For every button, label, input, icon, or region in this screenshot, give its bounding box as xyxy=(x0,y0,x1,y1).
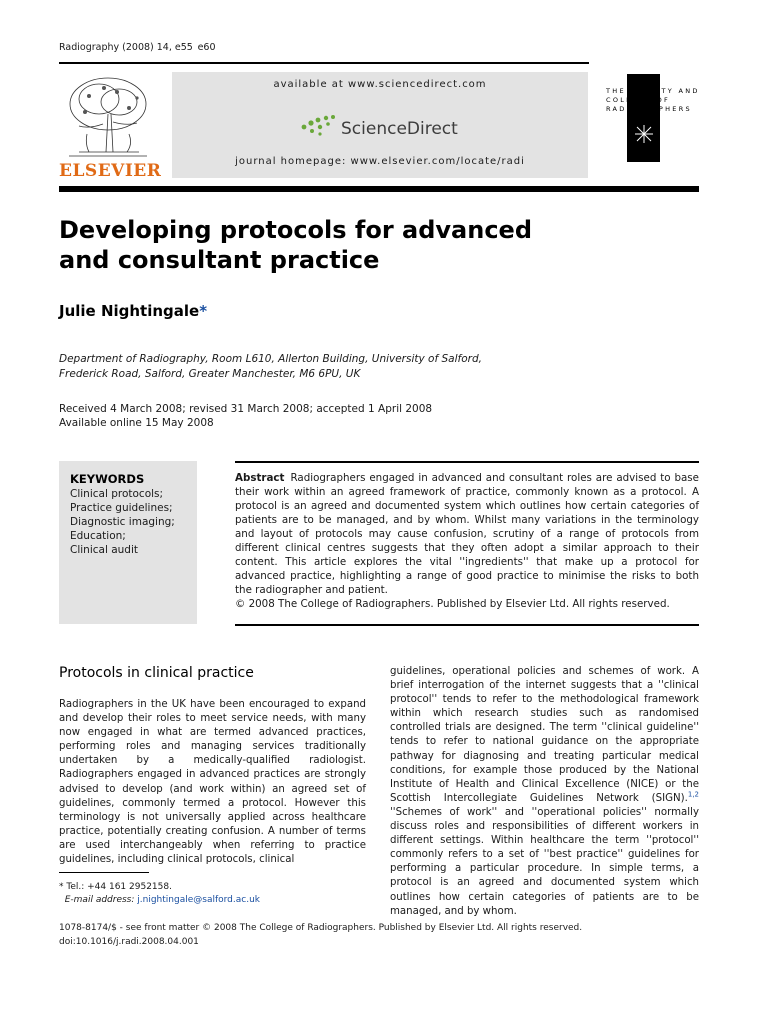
footnote-rule xyxy=(59,872,149,873)
title-line-2: and consultant practice xyxy=(59,246,380,274)
keywords-list xyxy=(70,487,175,557)
footnote-email-line xyxy=(59,894,260,907)
header-thick-rule xyxy=(59,186,699,192)
reference-link[interactable]: 1,2 xyxy=(687,790,699,799)
sciencedirect-dots-icon xyxy=(300,113,340,139)
abstract-copyright: © 2008 The College of Radiographers. Published by Elsevier Ltd. All rights reserved. xyxy=(235,598,670,610)
body-right-column xyxy=(390,665,699,919)
elsevier-tree-logo xyxy=(59,74,157,160)
keyword-item: Diagnostic imaging; xyxy=(70,516,175,528)
email-label: E-mail address: xyxy=(64,895,135,905)
article-dates xyxy=(59,402,432,430)
society-logo-text xyxy=(606,87,716,114)
abstract xyxy=(235,471,699,611)
abstract-label: Abstract xyxy=(235,472,285,484)
right-para-b: ''Schemes of work'' and ''operational policies'' normally discuss roles and responsibilities of different workers in different settings. Within healthcare the term ''protocol'' commonly refers to a set of ''best practice'' guidelines for performing a particular procedure. In simple terms, a protocol is an agreed and documented system which outlines how certain categories of patients are to be managed, and by whom. xyxy=(390,806,699,917)
email-link[interactable]: j.nightingale@salford.ac.uk xyxy=(137,895,260,905)
elsevier-wordmark: ELSEVIER xyxy=(59,161,162,181)
online-date: Available online 15 May 2008 xyxy=(59,417,214,429)
affiliation xyxy=(59,352,579,382)
keyword-item: Education; xyxy=(70,530,126,542)
abstract-body xyxy=(235,471,699,597)
affiliation-line-1: Department of Radiography, Room L610, Allerton Building, University of Salford, xyxy=(59,353,482,365)
doi-line[interactable]: doi:10.1016/j.radi.2008.04.001 xyxy=(59,937,199,947)
footnote-tel: * Tel.: +44 161 2952158. xyxy=(59,882,172,892)
right-para-a: guidelines, operational policies and schemes of work. A brief interrogation of the internet suggests that a ''clinical protocol'' tends to refer to the methodological framework within which research studies such as randomised controlled trials are designed. The term ''clinical guideline'' tends to refer to national guidance on the appropriate pathway for diagnosing and treating particular medical conditions, for example those produced by the National Institute of Health and Clinical Excellence (NICE) or the Scottish Intercollegiate Guidelines Network (SIGN). xyxy=(390,666,699,804)
author xyxy=(59,302,207,320)
sciencedirect-logo-text[interactable]: ScienceDirect xyxy=(341,119,458,139)
journal-reference: Radiography (2008) 14, e55 e60 xyxy=(59,42,216,53)
title-line-1: Developing protocols for advanced xyxy=(59,216,533,244)
keyword-item: Practice guidelines; xyxy=(70,502,173,514)
abstract-top-rule xyxy=(235,461,699,463)
abstract-text: Radiographers engaged in advanced and consultant roles are advised to base their work within an agreed framework of practice, commonly known as a protocol. A protocol is an agreed and documented system which outlines how certain categories of patients are to be managed, and by whom. Whilst many variations in the terminology and layout of protocols may cause confusion, scrutiny of a range of protocols from different clinical centres suggests that they often adopt a similar approach to their content. This article explores the vital ''ingredients'' that make up a protocol for advanced practice, highlighting a range of good practice to minimise the risks to both the radiographer and patient. xyxy=(235,472,699,596)
author-name: Julie Nightingale xyxy=(59,302,200,320)
author-footnote-mark[interactable]: * xyxy=(199,302,208,320)
sciencedirect-availability[interactable]: available at www.sciencedirect.com xyxy=(273,79,487,90)
front-matter xyxy=(59,921,582,949)
affiliation-line-2: Frederick Road, Salford, Greater Manchester, M6 6PU, UK xyxy=(59,368,361,380)
footnote xyxy=(59,881,260,907)
received-dates: Received 4 March 2008; revised 31 March 2008; accepted 1 April 2008 xyxy=(59,403,433,415)
keywords-title: KEYWORDS xyxy=(70,472,145,486)
abstract-bottom-rule xyxy=(235,624,699,626)
body-left-column: Radiographers in the UK have been encouraged to expand and develop their roles to meet service needs, with many now engaged in what are termed advanced practices, performing roles and managing services traditionally undertaken by a medically-qualified radiologist. Radiographers engaged in advanced practices are strongly advised to develop (and work within) an agreed set of guidelines, commonly termed a protocol. However this terminology is not universally applied across healthcare practice, potentially creating confusion. A number of terms are used interchangeably when referring to practice guidelines, including clinical protocols, clinical xyxy=(59,699,366,866)
journal-homepage-link[interactable]: journal homepage: www.elsevier.com/locate/radi xyxy=(235,156,525,167)
article-title xyxy=(59,215,559,275)
header-rule xyxy=(59,62,589,64)
keyword-item: Clinical protocols; xyxy=(70,488,164,500)
society-line-2: COLLEGE OF xyxy=(606,96,671,104)
society-line-1: THE SOCIETY AND xyxy=(606,87,700,95)
issn-line: 1078-8174/$ - see front matter © 2008 The College of Radiographers. Published by Elsevier Ltd. All rights reserved. xyxy=(59,923,583,933)
section-heading: Protocols in clinical practice xyxy=(59,665,254,681)
keyword-item: Clinical audit xyxy=(70,544,138,556)
society-star-icon xyxy=(634,124,654,144)
society-line-3: RADIOGRAPHERS xyxy=(606,105,692,113)
